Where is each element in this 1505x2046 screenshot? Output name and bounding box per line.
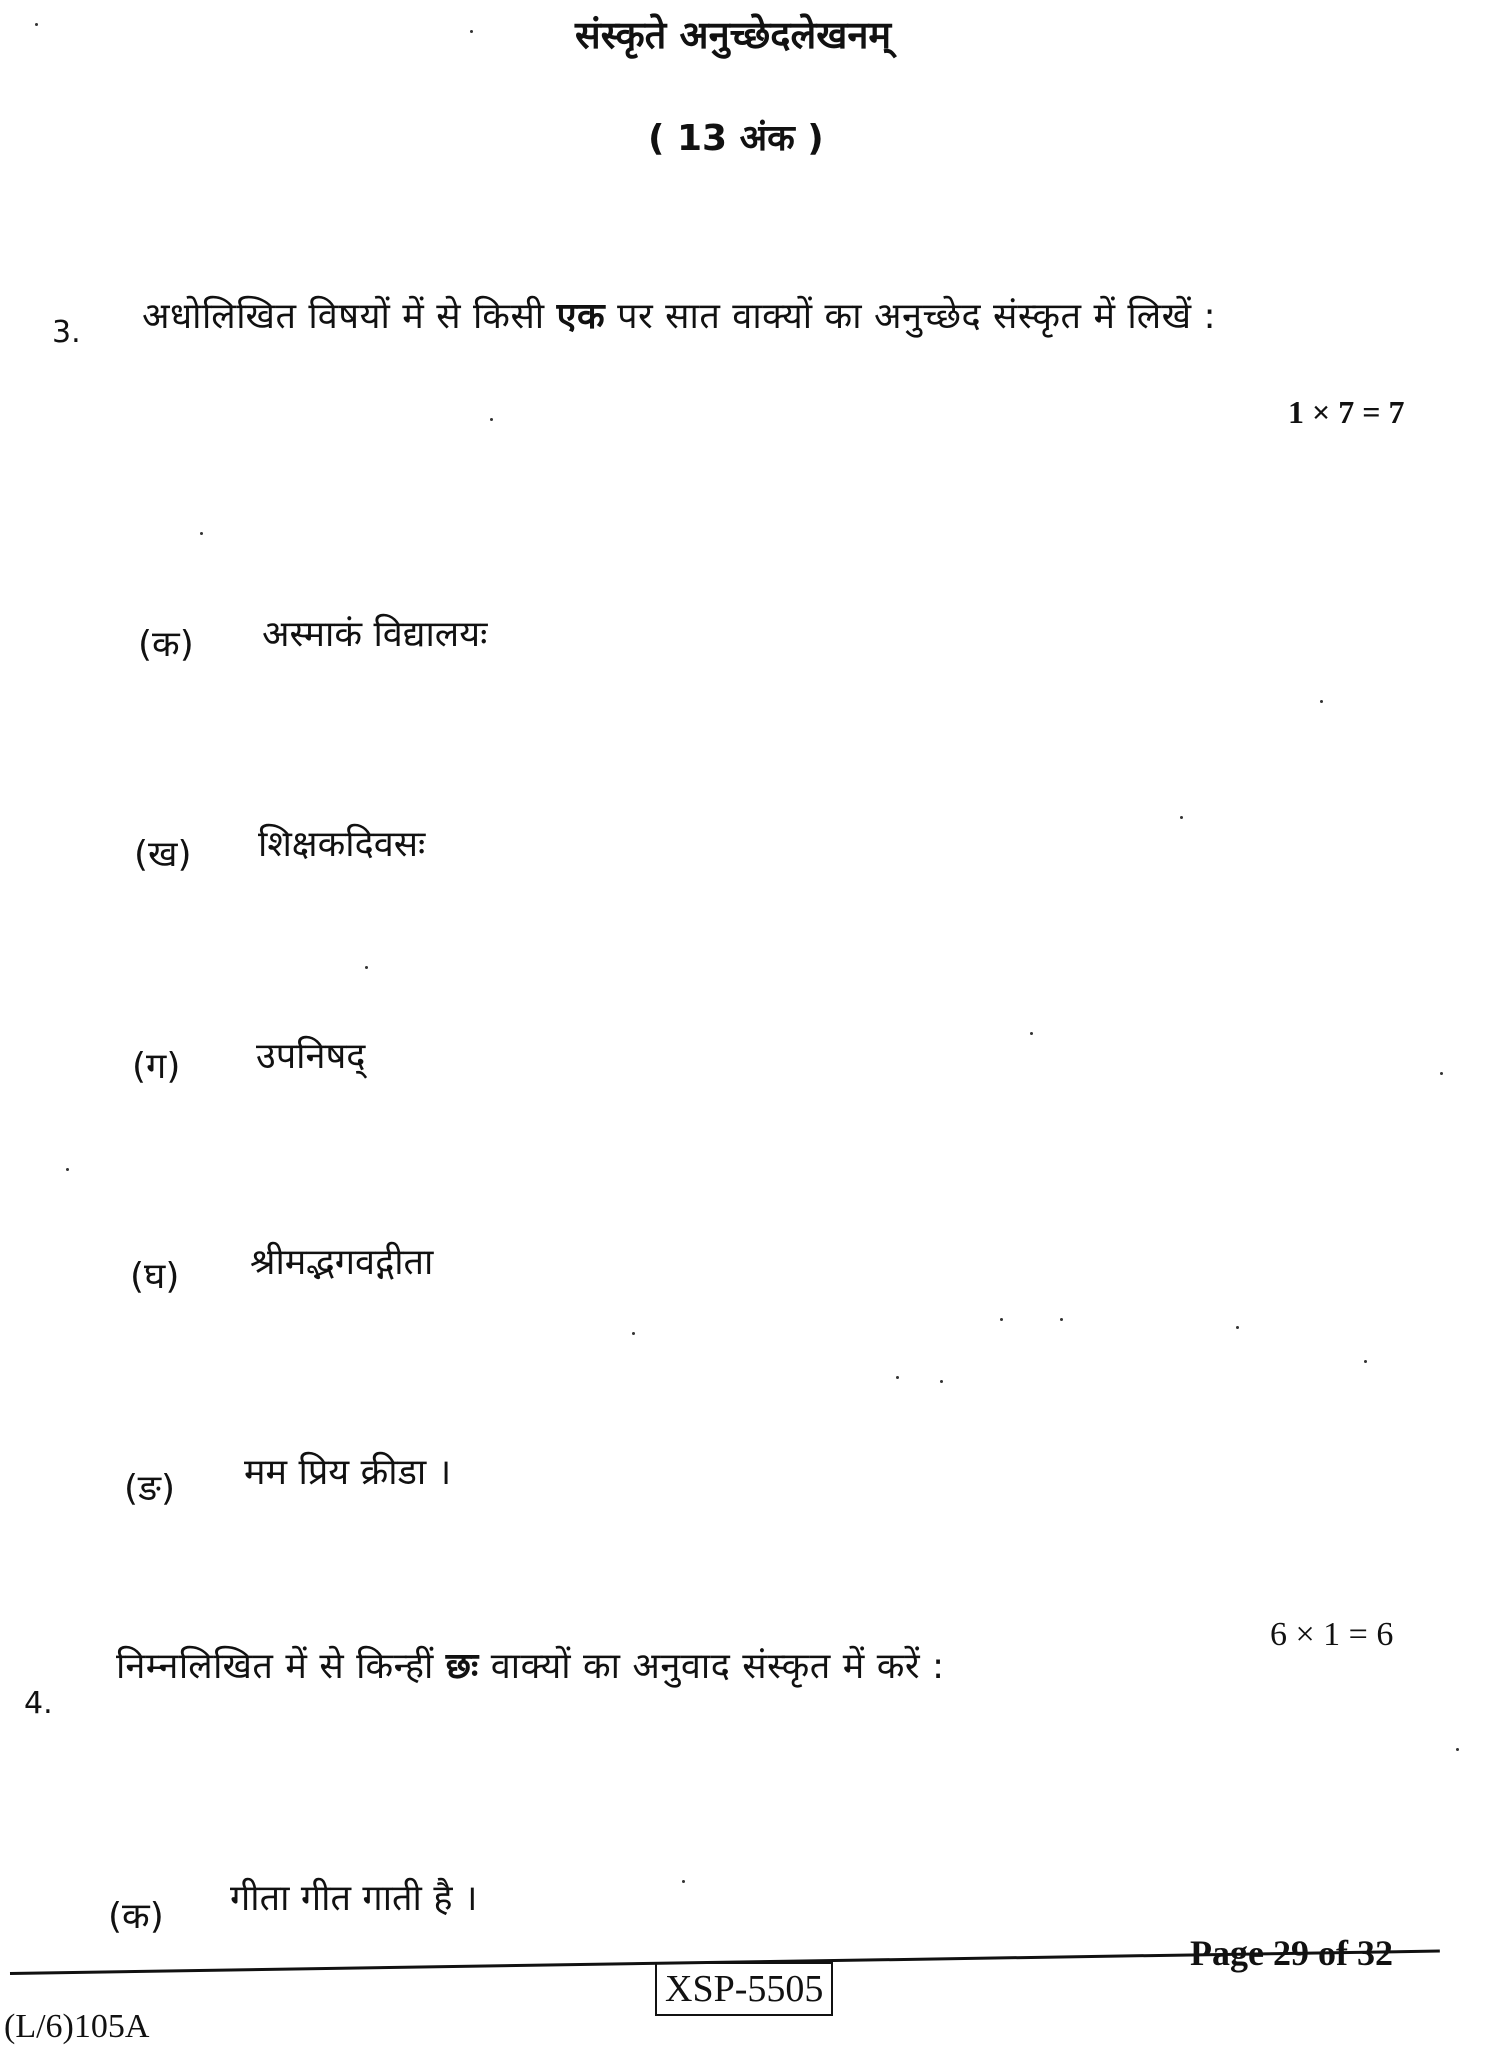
scan-speck — [1060, 1318, 1063, 1321]
q3-option-text: अस्माकं विद्यालयः — [262, 614, 488, 655]
q3-option-label: (क) — [138, 624, 194, 665]
q3-option-label: (ख) — [134, 834, 192, 875]
scan-speck — [470, 30, 473, 33]
scan-speck — [490, 418, 493, 421]
q3-option-text: शिक्षकदिवसः — [258, 824, 426, 865]
paper-code-box: XSP-5505 — [655, 1962, 833, 2016]
scan-speck — [1000, 1318, 1003, 1321]
scan-speck — [1456, 1748, 1459, 1751]
scan-speck — [200, 532, 203, 535]
question-4-number: 4. — [24, 1686, 53, 1721]
section-title: संस्कृते अनुच्छेदलेखनम् — [575, 13, 892, 57]
q3-option-label: (ग) — [132, 1046, 181, 1087]
question-4-marks: 6 × 1 = 6 — [1270, 1616, 1394, 1653]
q3-option-label: (ङ) — [124, 1468, 176, 1509]
question-4-text-before: निम्नलिखित में से किन्हीं — [116, 1646, 446, 1687]
question-3-number: 3. — [52, 315, 81, 350]
question-3-text-before: अधोलिखित विषयों में से किसी — [142, 296, 557, 337]
question-4-text — [116, 1640, 945, 1689]
q3-option-text: मम प्रिय क्रीडा । — [244, 1452, 452, 1493]
question-3-text — [142, 290, 1216, 339]
scan-speck — [1180, 816, 1183, 819]
scan-speck — [1440, 1072, 1443, 1075]
page-number: Page 29 of 32 — [1190, 1933, 1393, 1973]
scan-speck — [1236, 1326, 1239, 1329]
q3-option-label: (घ) — [130, 1256, 180, 1297]
scan-speck — [896, 1376, 899, 1379]
q4-option-text: गीता गीत गाती है । — [230, 1878, 478, 1919]
question-3-text-after: पर सात वाक्यों का अनुच्छेद संस्कृत में लिखें : — [605, 296, 1217, 337]
paper-series-code: (L/6)105A — [4, 2008, 150, 2045]
scan-speck — [1320, 700, 1323, 703]
scan-speck — [940, 1380, 943, 1383]
scan-speck — [1364, 1360, 1367, 1363]
question-3-text-bold: एक — [556, 296, 606, 337]
question-3-marks: 1 × 7 = 7 — [1288, 394, 1405, 430]
scan-speck — [66, 1168, 69, 1171]
scan-speck — [682, 1880, 685, 1883]
section-marks: ( 13 अंक ) — [648, 118, 824, 159]
q3-option-text: श्रीमद्भगवद्गीता — [250, 1242, 434, 1283]
scan-speck — [35, 23, 38, 26]
scan-speck — [1030, 1032, 1033, 1035]
q3-option-text: उपनिषद् — [256, 1036, 366, 1077]
scan-speck — [365, 966, 368, 969]
scan-speck — [632, 1332, 635, 1335]
question-4-text-bold: छः — [445, 1646, 479, 1687]
q4-option-label: (क) — [108, 1896, 164, 1937]
question-4-text-after: वाक्यों का अनुवाद संस्कृत में करें : — [478, 1646, 945, 1687]
